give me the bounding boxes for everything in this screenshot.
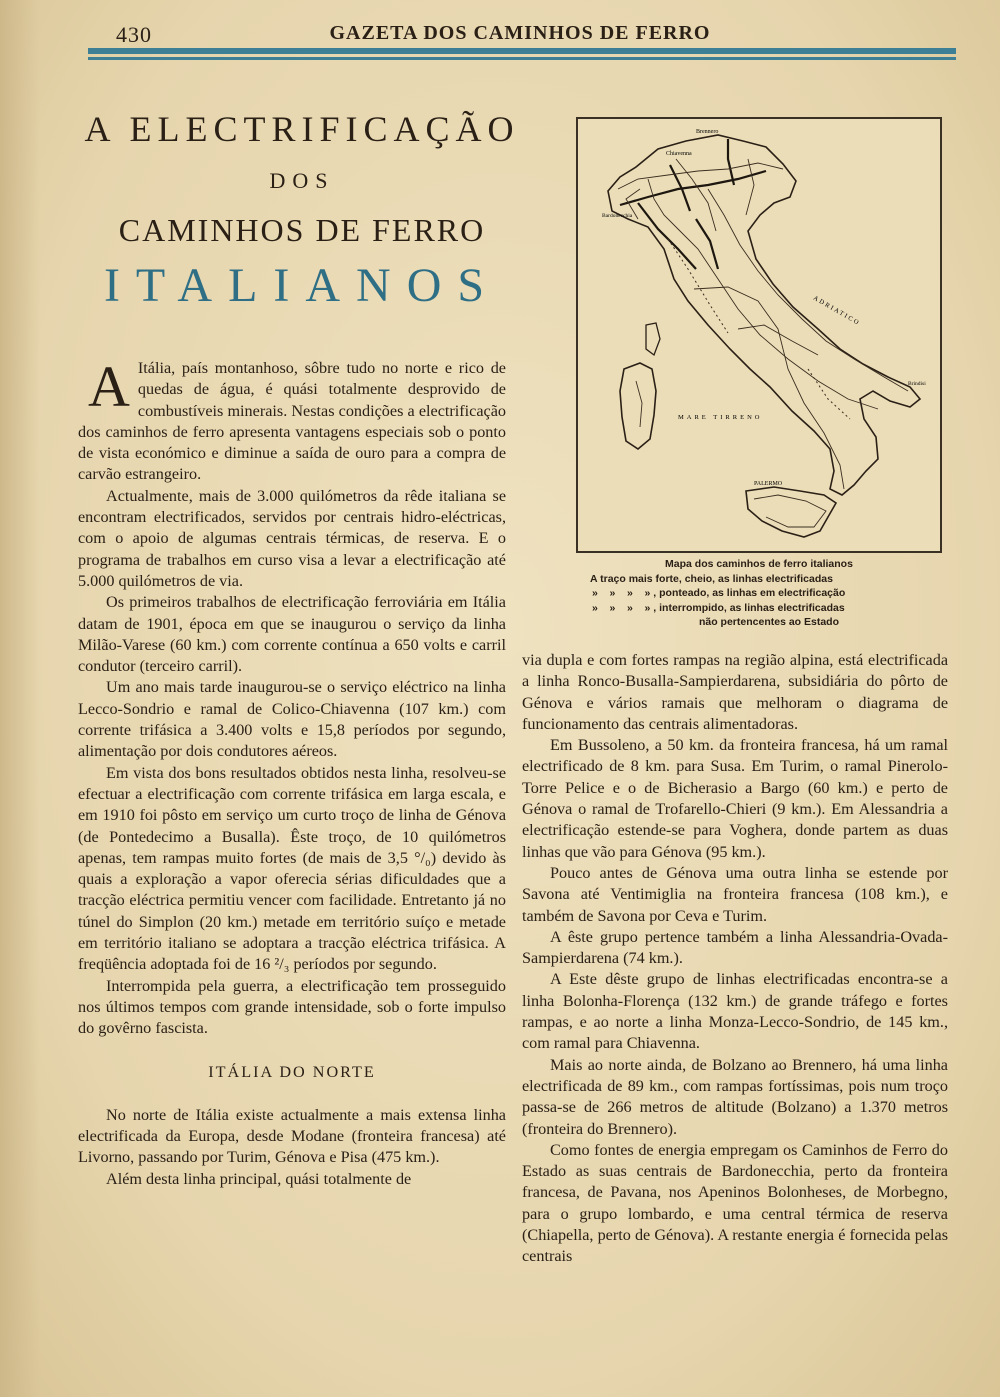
drop-cap: A (88, 354, 130, 419)
mainland-outline (608, 135, 920, 495)
italy-map-illustration (578, 119, 940, 551)
paragraph-r4: A êste grupo pertence também a linha Alessandria-Ovada-Sampierdarena (74 km.). (522, 927, 948, 968)
caption-line-1: Mapa dos caminhos de ferro italianos (665, 558, 853, 570)
paragraph-5: Em vista dos bons resultados obtidos nesta linha, resolveu-se efectuar a electrificação com corrente trifásica em larga escala, e em 1910 foi pôsto em serviço um curto troço de linha de Génova (de Pontedecimo a Busalla). Êste troço, de 10 quilómetros apenas, tem rampas muito fortes (de mais de 3,5 °/₀) devido às quais a exploração a vapor oferecia sérias dificuldades que a tracção eléctrica permitiu vencer com facilidade. Entretanto já no túnel do Simplon (20 km.) metade em território suíço e metade em território italiano se adoptara a tracção eléctrica trifásica. A freqüência adoptada foi de 16 ²/₃ períodos por segundo. (78, 763, 506, 974)
header-rule-thin (88, 57, 956, 60)
article-title-line2: DOS (269, 168, 335, 193)
paragraph-r7: Como fontes de energia empregam os Caminhos de Ferro do Estado as suas centrais de Bardonecchia, perto da fronteira francesa, de Pavana, nos Apeninos Bolonheses, de Morbegno, para o grupo lombardo, e uma central térmica de reserva (Chiapella, perto de Génova). A restante energia é fornecida pelas centrais (522, 1140, 948, 1266)
map-label-brennero: Brennero (696, 129, 719, 135)
caption-line-4: » » » » , interrompido, as linhas electrificadas (592, 601, 845, 614)
sardinia-outline (620, 363, 656, 449)
article-title-line4: ITALIANOS (103, 259, 501, 312)
map-label-brindisi: Brindisi (908, 381, 926, 387)
paragraph-2: Actualmente, mais de 3.000 quilómetros da rêde italiana se encontram electrificados, servidos por centrais hidro-eléctricas, com o apoio de algumas centrais térmicas, de reserva. E o programa de trabalhos em curso visa a levar a electrificação até 5.000 quilómetros de via. (78, 486, 506, 590)
paragraph-r2: Em Bussoleno, a 50 km. da fronteira francesa, há um ramal electrificado de 8 km. para Susa. Em Turim, o ramal Pinerolo-Torre Pelice e o de Bicherasio a Bargo (60 km.) e perto de Génova o ramal de Trofarello-Chieri (9 km.). Em Alessandria a electrificação estende-se para Voghera, donde partem as duas linhas que vão para Génova (95 km.). (522, 736, 948, 861)
article-column-left (78, 354, 506, 1190)
sicily-outline (746, 487, 836, 537)
caption-line-3: » » » » , ponteado, as linhas em electrificação (592, 587, 846, 600)
paragraph-7: No norte de Itália existe actualmente a mais extensa linha electrificada da Europa, desde Modane (fronteira francesa) até Livorno, passando por Turim, Génova e Pisa (475 km.). (78, 1105, 506, 1167)
corsica-outline (646, 323, 660, 355)
paragraph-r3: Pouco antes de Génova uma outra linha se estende por Savona até Ventimiglia na fronteira francesa (108 km.), e também de Savona por Ceva e Turim. (522, 863, 948, 925)
caption-line-5: não pertencentes ao Estado (698, 616, 840, 629)
paragraph-r5: A Este dêste grupo de linhas electrificadas encontra-se a linha Bolonha-Florença (132 km.) de grande tráfego e fortes rampas, e ao norte a linha Monza-Lecco-Sondrio, de 145 km., com ramal para Chiavenna. (522, 970, 948, 1053)
paragraph-r1: via dupla e com fortes rampas na região alpina, está electrificada a linha Ronco-Busalla-Sampierdarena, subsidiária do pôrto de Génova e vários ramais que melhoram o diagrama de funcionamento das centrais alimentadoras. (522, 651, 948, 733)
electrified-lines (620, 139, 766, 269)
map-label-chiavenna: Chiavenna (666, 151, 692, 157)
paragraph-3: Os primeiros trabalhos de electrificação ferroviária em Itália datam de 1901, época em que se inaugurou o serviço da linha Milão-Varese (60 km.) com corrente contínua a 650 volts e carril condutor (terceiro carril). (78, 593, 506, 676)
italy-railway-map (576, 117, 942, 553)
article-title-line1: A ELECTRIFICAÇÃO (84, 109, 520, 149)
caption-line-2: A traço mais forte, cheio, as linhas electrificadas (590, 572, 833, 585)
paragraph-4: Um ano mais tarde inaugurou-se o serviço eléctrico na linha Lecco-Sondrio e ramal de Colico-Chiavenna (107 km.) com corrente trifásica a 3.400 volts e 15,8 períodos por segundo, alimentação por dois condutores aéreos. (78, 678, 506, 761)
paragraph-8: Além desta linha principal, quási totalmente de (106, 1169, 412, 1188)
map-label-mare-tirreno: MARE TIRRENO (678, 414, 763, 421)
article-column-right (522, 650, 948, 1268)
map-label-adriatico: ADRIATICO (812, 294, 862, 328)
paragraph-6: Interrompida pela guerra, a electrificação tem prosseguido nos últimos tempos com grande intensidade, sob o forte impulso do govêrno fascista. (78, 976, 506, 1038)
header-rule-thick (88, 48, 956, 54)
paragraph-r6: Mais ao norte ainda, de Bolzano ao Brennero, há uma linha electrificada de 89 km., com rampas fortíssimas, pois num troço passa-se de 266 metros de altitude (Bolzano) a 1.370 metros (fronteira do Brennero). (522, 1055, 948, 1138)
dotted-lines (668, 239, 850, 419)
paragraph-1-text: Itália, país montanhoso, sôbre tudo no norte e rico de quedas de água, é quási totalmente desprovido de combustíveis minerais. Nestas condições a electrificação dos caminhos de ferro apresenta vantagens especiais sob o ponto de vista económico e diminue a saída de ouro para a compra de carvão estrangeiro. (78, 359, 506, 484)
map-caption (576, 557, 942, 630)
map-label-bardonecchia: Bardonecchia (602, 213, 633, 219)
running-title: GAZETA DOS CAMINHOS DE FERRO (329, 22, 711, 44)
map-label-palermo: PALERMO (754, 481, 783, 487)
paragraph-1 (78, 354, 506, 486)
page-number: 430 (116, 22, 152, 47)
page-edge-shadow (0, 0, 40, 1397)
article-title-line3: CAMINHOS DE FERRO (118, 212, 486, 248)
section-heading: ITÁLIA DO NORTE (208, 1062, 376, 1081)
